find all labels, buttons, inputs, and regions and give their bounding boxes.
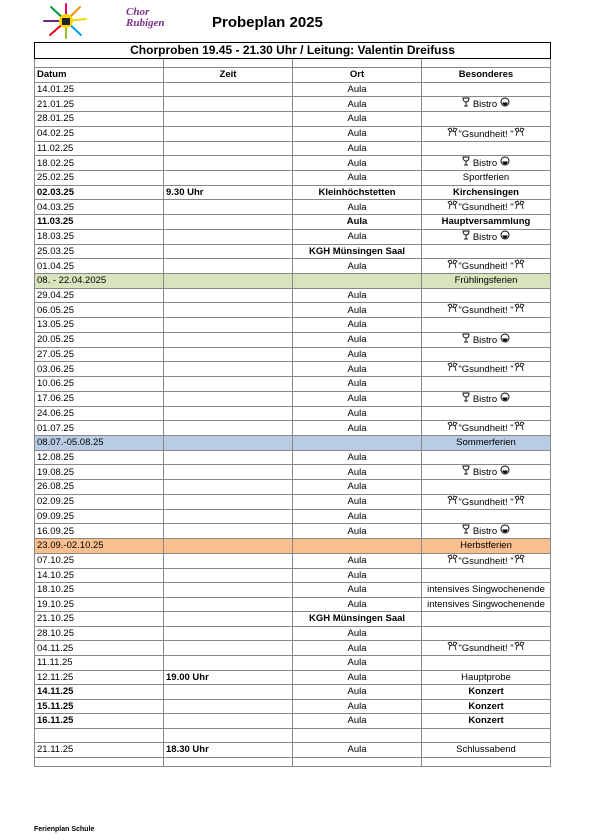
table-row — [35, 421, 551, 436]
zeit-cell — [164, 568, 293, 583]
datum-cell: 06.05.25 — [35, 303, 164, 318]
table-row — [35, 728, 551, 743]
zeit-cell — [164, 480, 293, 495]
table-row — [35, 597, 551, 612]
ort-cell: Aula — [293, 685, 422, 700]
ort-cell: Aula — [293, 332, 422, 347]
zeit-cell — [164, 171, 293, 186]
datum-cell: 01.07.25 — [35, 421, 164, 436]
besonderes-text: Bistro — [472, 334, 498, 346]
zeit-cell — [164, 450, 293, 465]
besonderes-text: "Gsundheit! " — [458, 364, 514, 375]
page-title: Probeplan 2025 — [212, 14, 323, 31]
datum-cell: 14.01.25 — [35, 82, 164, 97]
besonderes-cell — [422, 728, 551, 743]
ort-cell: Aula — [293, 229, 422, 244]
toast-glasses-icon — [514, 200, 525, 214]
plate-icon — [500, 333, 510, 347]
ort-cell: Aula — [293, 641, 422, 656]
toast-glasses-icon — [514, 362, 525, 376]
footer-note: Ferienplan Schule — [34, 826, 95, 833]
besonderes-text: "Gsundheit! " — [458, 643, 514, 654]
wine-glass-icon — [462, 333, 470, 347]
table-row — [35, 612, 551, 627]
toast-glasses-icon — [447, 554, 458, 568]
ort-cell — [293, 728, 422, 743]
ort-cell: Aula — [293, 112, 422, 127]
wine-glass-icon — [462, 97, 470, 111]
table-row — [35, 288, 551, 303]
table-row — [35, 171, 551, 186]
datum-cell: 20.05.25 — [35, 332, 164, 347]
ort-cell: Aula — [293, 699, 422, 714]
col-header-besonderes: Besonderes — [422, 68, 551, 83]
besonderes-cell — [422, 126, 551, 141]
table-row — [35, 670, 551, 685]
zeit-cell — [164, 274, 293, 289]
ort-cell: Aula — [293, 524, 422, 539]
datum-cell: 02.09.25 — [35, 494, 164, 509]
datum-cell: 29.04.25 — [35, 288, 164, 303]
besonderes-cell — [422, 141, 551, 156]
besonderes-cell — [422, 391, 551, 406]
table-row — [35, 318, 551, 333]
datum-cell: 13.05.25 — [35, 318, 164, 333]
table-row — [35, 656, 551, 671]
wine-glass-icon — [462, 392, 470, 406]
zeit-cell — [164, 215, 293, 230]
datum-cell: 18.10.25 — [35, 583, 164, 598]
datum-cell: 16.09.25 — [35, 524, 164, 539]
zeit-cell — [164, 465, 293, 480]
besonderes-cell: Sommerferien — [422, 436, 551, 451]
datum-cell: 12.11.25 — [35, 670, 164, 685]
table-row — [35, 97, 551, 112]
toast-glasses-icon — [514, 554, 525, 568]
ort-cell: Aula — [293, 82, 422, 97]
besonderes-cell — [422, 112, 551, 127]
ort-cell: KGH Münsingen Saal — [293, 244, 422, 259]
datum-cell — [35, 728, 164, 743]
zeit-cell — [164, 553, 293, 568]
plate-icon — [500, 230, 510, 244]
zeit-cell — [164, 229, 293, 244]
besonderes-cell — [422, 626, 551, 641]
besonderes-text: Bistro — [472, 526, 498, 537]
ort-cell: Aula — [293, 553, 422, 568]
datum-cell: 21.11.25 — [35, 743, 164, 758]
table-row — [35, 714, 551, 729]
col-header-ort: Ort — [293, 68, 422, 83]
besonderes-text: Bistro — [472, 393, 498, 405]
datum-cell: 28.01.25 — [35, 112, 164, 127]
plate-icon — [500, 524, 510, 538]
logo-text: Chor Rubigen — [126, 6, 165, 29]
ort-cell: Aula — [293, 626, 422, 641]
zeit-cell — [164, 318, 293, 333]
wine-glass-icon — [462, 524, 470, 538]
besonderes-cell — [422, 97, 551, 112]
datum-cell: 11.11.25 — [35, 656, 164, 671]
wine-glass-icon — [462, 156, 470, 170]
table-row — [35, 215, 551, 230]
ort-cell: Aula — [293, 141, 422, 156]
ort-cell — [293, 274, 422, 289]
besonderes-cell — [422, 568, 551, 583]
table-row — [35, 303, 551, 318]
table-row — [35, 259, 551, 274]
ort-cell: Aula — [293, 656, 422, 671]
ort-cell: Aula — [293, 568, 422, 583]
besonderes-cell: Konzert — [422, 685, 551, 700]
ort-cell: Aula — [293, 171, 422, 186]
rehearsal-table — [34, 42, 551, 767]
datum-cell: 25.03.25 — [35, 244, 164, 259]
table-row — [35, 509, 551, 524]
table-row — [35, 626, 551, 641]
table-row — [35, 480, 551, 495]
datum-cell: 11.02.25 — [35, 141, 164, 156]
datum-cell: 08. - 22.04.2025 — [35, 274, 164, 289]
zeit-cell — [164, 714, 293, 729]
zeit-cell — [164, 141, 293, 156]
table-row — [35, 583, 551, 598]
table-row — [35, 743, 551, 758]
table-row — [35, 141, 551, 156]
ort-cell — [293, 539, 422, 554]
besonderes-cell: Kirchensingen — [422, 185, 551, 200]
datum-cell: 12.08.25 — [35, 450, 164, 465]
datum-cell: 28.10.25 — [35, 626, 164, 641]
zeit-cell — [164, 347, 293, 362]
besonderes-text: "Gsundheit! " — [458, 555, 514, 567]
zeit-cell — [164, 524, 293, 539]
besonderes-text: "Gsundheit! " — [458, 305, 514, 316]
table-row — [35, 347, 551, 362]
col-header-datum: Datum — [35, 68, 164, 83]
logo-burst-icon — [36, 2, 96, 40]
besonderes-cell: Schlussabend — [422, 743, 551, 758]
besonderes-cell — [422, 757, 551, 766]
datum-cell: 19.10.25 — [35, 597, 164, 612]
ort-cell: Aula — [293, 597, 422, 612]
zeit-cell — [164, 200, 293, 215]
datum-cell — [35, 757, 164, 766]
zeit-cell — [164, 126, 293, 141]
datum-cell: 17.06.25 — [35, 391, 164, 406]
datum-cell: 21.01.25 — [35, 97, 164, 112]
zeit-cell — [164, 641, 293, 656]
ort-cell: Aula — [293, 200, 422, 215]
ort-cell: KGH Münsingen Saal — [293, 612, 422, 627]
besonderes-cell — [422, 450, 551, 465]
ort-cell: Aula — [293, 583, 422, 598]
toast-glasses-icon — [514, 259, 525, 273]
table-row — [35, 465, 551, 480]
zeit-cell — [164, 112, 293, 127]
zeit-cell — [164, 97, 293, 112]
table-row — [35, 362, 551, 377]
zeit-cell — [164, 421, 293, 436]
ort-cell: Aula — [293, 288, 422, 303]
besonderes-cell — [422, 494, 551, 509]
ort-cell: Aula — [293, 509, 422, 524]
ort-cell: Aula — [293, 743, 422, 758]
datum-cell: 21.10.25 — [35, 612, 164, 627]
table-row — [35, 436, 551, 451]
ort-cell: Aula — [293, 347, 422, 362]
zeit-cell — [164, 259, 293, 274]
besonderes-cell: Herbstferien — [422, 539, 551, 554]
table-row — [35, 685, 551, 700]
wine-glass-icon — [462, 465, 470, 479]
besonderes-cell — [422, 421, 551, 436]
zeit-cell — [164, 303, 293, 318]
besonderes-cell — [422, 377, 551, 392]
ort-cell: Aula — [293, 391, 422, 406]
plate-icon — [500, 392, 510, 406]
datum-cell: 15.11.25 — [35, 699, 164, 714]
ort-cell: Aula — [293, 494, 422, 509]
table-row — [35, 524, 551, 539]
datum-cell: 09.09.25 — [35, 509, 164, 524]
zeit-cell — [164, 597, 293, 612]
datum-cell: 26.08.25 — [35, 480, 164, 495]
besonderes-cell — [422, 288, 551, 303]
datum-cell: 18.03.25 — [35, 229, 164, 244]
zeit-cell — [164, 685, 293, 700]
table-row — [35, 391, 551, 406]
table-row — [35, 757, 551, 766]
datum-cell: 03.06.25 — [35, 362, 164, 377]
zeit-cell — [164, 288, 293, 303]
table-row — [35, 156, 551, 171]
ort-cell: Aula — [293, 480, 422, 495]
ort-cell: Kleinhöchstetten — [293, 185, 422, 200]
table-row — [35, 274, 551, 289]
besonderes-cell — [422, 347, 551, 362]
table-row — [35, 699, 551, 714]
besonderes-cell — [422, 303, 551, 318]
datum-cell: 16.11.25 — [35, 714, 164, 729]
besonderes-cell — [422, 318, 551, 333]
datum-cell: 19.08.25 — [35, 465, 164, 480]
besonderes-cell: intensives Singwochenende — [422, 597, 551, 612]
besonderes-text: "Gsundheit! " — [458, 128, 514, 140]
datum-cell: 02.03.25 — [35, 185, 164, 200]
table-header-row — [35, 43, 551, 59]
besonderes-text: Bistro — [472, 99, 498, 110]
table-row — [35, 244, 551, 259]
zeit-cell: 19.00 Uhr — [164, 670, 293, 685]
table-row — [35, 494, 551, 509]
chor-rubigen-logo — [36, 2, 165, 40]
zeit-cell — [164, 539, 293, 554]
besonderes-cell — [422, 259, 551, 274]
besonderes-cell — [422, 82, 551, 97]
datum-cell: 24.06.25 — [35, 406, 164, 421]
table-row — [35, 406, 551, 421]
besonderes-cell: intensives Singwochenende — [422, 583, 551, 598]
ort-cell: Aula — [293, 156, 422, 171]
zeit-cell — [164, 699, 293, 714]
col-header-zeit: Zeit — [164, 68, 293, 83]
ort-cell: Aula — [293, 259, 422, 274]
spacer-row — [35, 59, 551, 68]
zeit-cell — [164, 377, 293, 392]
datum-cell: 25.02.25 — [35, 171, 164, 186]
besonderes-cell: Hauptversammlung — [422, 215, 551, 230]
besonderes-cell — [422, 509, 551, 524]
besonderes-cell: Konzert — [422, 699, 551, 714]
plate-icon — [500, 156, 510, 170]
zeit-cell — [164, 626, 293, 641]
table-row — [35, 568, 551, 583]
besonderes-cell — [422, 332, 551, 347]
ort-cell: Aula — [293, 362, 422, 377]
ort-cell: Aula — [293, 126, 422, 141]
besonderes-cell: Frühlingsferien — [422, 274, 551, 289]
table-row — [35, 185, 551, 200]
besonderes-cell: Hauptprobe — [422, 670, 551, 685]
ort-cell — [293, 757, 422, 766]
plate-icon — [500, 465, 510, 479]
besonderes-cell: Sportferien — [422, 171, 551, 186]
table-row — [35, 450, 551, 465]
ort-cell: Aula — [293, 421, 422, 436]
wine-glass-icon — [462, 230, 470, 244]
toast-glasses-icon — [447, 495, 458, 509]
datum-cell: 23.09.-02.10.25 — [35, 539, 164, 554]
ort-cell: Aula — [293, 303, 422, 318]
besonderes-cell: Konzert — [422, 714, 551, 729]
zeit-cell — [164, 728, 293, 743]
table-row — [35, 82, 551, 97]
datum-cell: 01.04.25 — [35, 259, 164, 274]
datum-cell: 07.10.25 — [35, 553, 164, 568]
toast-glasses-icon — [447, 362, 458, 376]
besonderes-cell — [422, 362, 551, 377]
toast-glasses-icon — [447, 259, 458, 273]
toast-glasses-icon — [447, 641, 458, 655]
besonderes-cell — [422, 656, 551, 671]
table-row — [35, 200, 551, 215]
zeit-cell — [164, 436, 293, 451]
ort-cell: Aula — [293, 377, 422, 392]
besonderes-cell — [422, 524, 551, 539]
ort-cell: Aula — [293, 670, 422, 685]
table-row — [35, 553, 551, 568]
table-row — [35, 332, 551, 347]
besonderes-text: Bistro — [472, 231, 498, 243]
table-row — [35, 126, 551, 141]
toast-glasses-icon — [447, 200, 458, 214]
ort-cell: Aula — [293, 97, 422, 112]
ort-cell: Aula — [293, 714, 422, 729]
besonderes-cell — [422, 244, 551, 259]
ort-cell: Aula — [293, 450, 422, 465]
datum-cell: 14.11.25 — [35, 685, 164, 700]
zeit-cell — [164, 391, 293, 406]
zeit-cell — [164, 494, 293, 509]
plate-icon — [500, 97, 510, 111]
zeit-cell — [164, 583, 293, 598]
schedule-header: Chorproben 19.45 - 21.30 Uhr / Leitung: Valentin Dreifuss — [35, 43, 551, 59]
zeit-cell — [164, 509, 293, 524]
besonderes-cell — [422, 156, 551, 171]
zeit-cell — [164, 332, 293, 347]
datum-cell: 18.02.25 — [35, 156, 164, 171]
besonderes-text: Bistro — [472, 158, 498, 169]
zeit-cell — [164, 244, 293, 259]
besonderes-cell — [422, 465, 551, 480]
datum-cell: 04.03.25 — [35, 200, 164, 215]
toast-glasses-icon — [514, 421, 525, 435]
besonderes-cell — [422, 229, 551, 244]
table-row — [35, 112, 551, 127]
ort-cell: Aula — [293, 318, 422, 333]
zeit-cell — [164, 82, 293, 97]
table-row — [35, 229, 551, 244]
zeit-cell — [164, 656, 293, 671]
datum-cell: 27.05.25 — [35, 347, 164, 362]
besonderes-cell — [422, 553, 551, 568]
toast-glasses-icon — [514, 303, 525, 317]
besonderes-cell — [422, 406, 551, 421]
ort-cell: Aula — [293, 406, 422, 421]
datum-cell: 10.06.25 — [35, 377, 164, 392]
zeit-cell: 18.30 Uhr — [164, 743, 293, 758]
datum-cell: 11.03.25 — [35, 215, 164, 230]
toast-glasses-icon — [447, 421, 458, 435]
zeit-cell — [164, 156, 293, 171]
besonderes-text: "Gsundheit! " — [458, 423, 514, 434]
datum-cell: 04.02.25 — [35, 126, 164, 141]
toast-glasses-icon — [514, 127, 525, 141]
zeit-cell — [164, 406, 293, 421]
besonderes-text: "Gsundheit! " — [458, 496, 514, 508]
zeit-cell — [164, 362, 293, 377]
besonderes-text: Bistro — [472, 467, 498, 478]
datum-cell: 04.11.25 — [35, 641, 164, 656]
datum-cell: 14.10.25 — [35, 568, 164, 583]
ort-cell: Aula — [293, 215, 422, 230]
zeit-cell: 9.30 Uhr — [164, 185, 293, 200]
besonderes-text: "Gsundheit! " — [458, 202, 514, 213]
toast-glasses-icon — [447, 303, 458, 317]
table-row — [35, 641, 551, 656]
besonderes-cell — [422, 200, 551, 215]
besonderes-cell — [422, 641, 551, 656]
ort-cell — [293, 436, 422, 451]
ort-cell: Aula — [293, 465, 422, 480]
column-header-row — [35, 68, 551, 83]
toast-glasses-icon — [514, 495, 525, 509]
table-row — [35, 539, 551, 554]
besonderes-cell — [422, 612, 551, 627]
besonderes-text: "Gsundheit! " — [458, 261, 514, 272]
toast-glasses-icon — [514, 641, 525, 655]
datum-cell: 08.07.-05.08.25 — [35, 436, 164, 451]
zeit-cell — [164, 757, 293, 766]
table-row — [35, 377, 551, 392]
zeit-cell — [164, 612, 293, 627]
toast-glasses-icon — [447, 127, 458, 141]
besonderes-cell — [422, 480, 551, 495]
